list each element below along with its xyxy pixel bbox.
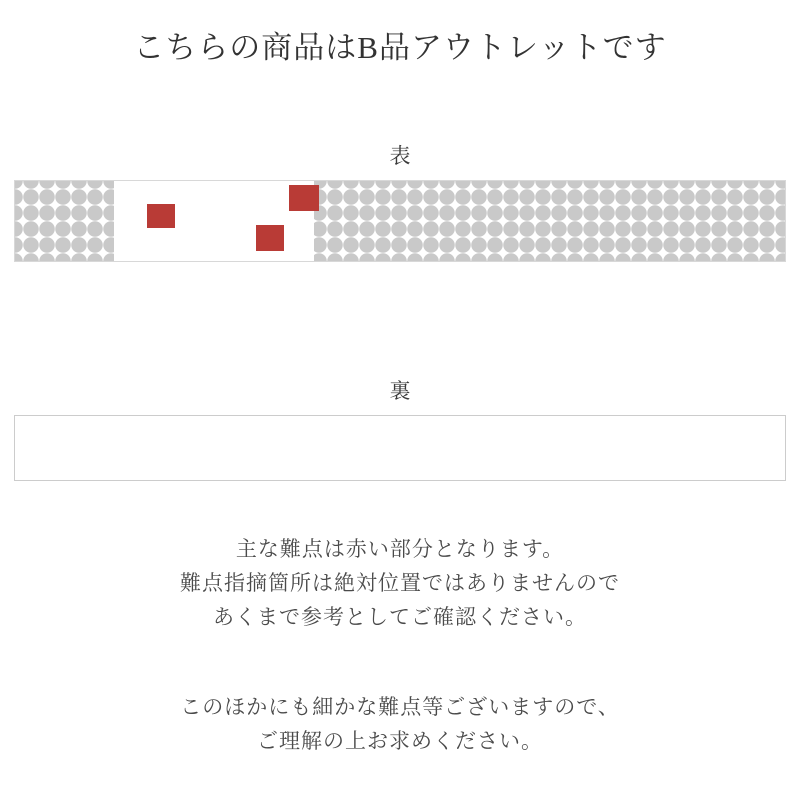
- back-fabric-strip: [14, 415, 786, 481]
- notice-block-primary: [0, 532, 800, 634]
- flaw-marker: [147, 204, 175, 228]
- notice-line: ご理解の上お求めください。: [257, 729, 543, 753]
- front-plain-band: [114, 181, 314, 261]
- flaw-marker: [256, 225, 284, 251]
- notice-line: 難点指摘箇所は絶対位置ではありませんので: [180, 571, 620, 595]
- front-side-label: 表: [389, 144, 411, 168]
- back-side-label: 裏: [389, 379, 411, 403]
- notice-line: このほかにも細かな難点等ございますので、: [180, 695, 620, 719]
- notice-line: あくまで参考としてご確認ください。: [213, 605, 587, 629]
- front-fabric-strip: [14, 180, 786, 262]
- flaw-marker: [289, 185, 319, 211]
- page-title: こちらの商品はB品アウトレットです: [133, 30, 667, 65]
- notice-line: 主な難点は赤い部分となります。: [235, 537, 565, 561]
- notice-block-secondary: [0, 690, 800, 758]
